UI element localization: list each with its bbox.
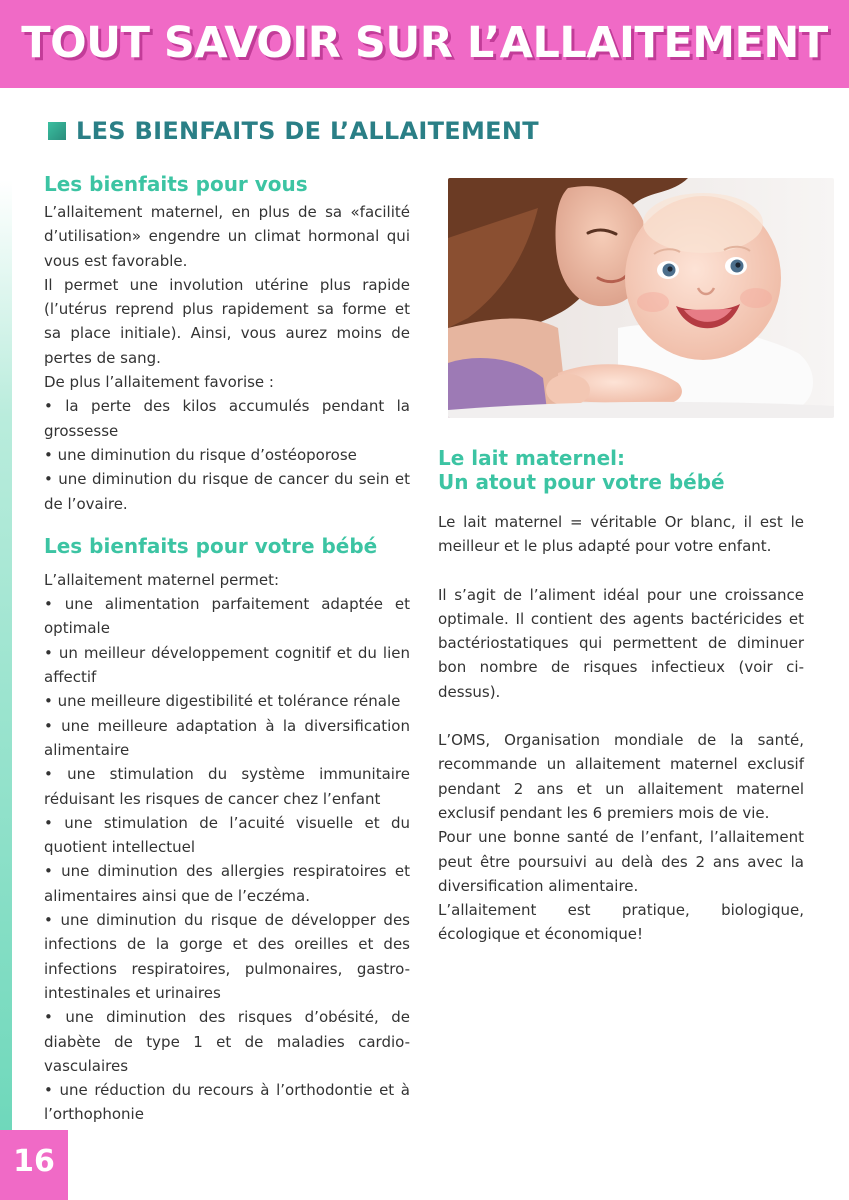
paragraph: De plus l’allaitement favorise :: [44, 373, 274, 392]
page-number-box: [0, 1130, 68, 1200]
section-title: [48, 116, 539, 146]
paragraph: L’allaitement est pratique, biologique, écologique et économique!: [438, 901, 804, 944]
page-number: 16: [13, 1144, 55, 1179]
list-item: • une diminution du risque de développer des infections de la gorge et des oreilles et des infections respiratoires, pulmonaires, gastro-intestinales et urinaires: [44, 911, 410, 1002]
list-item: • une stimulation de l’acuité visuelle et du quotient intellectuel: [44, 813, 410, 857]
list-item: • la perte des kilos accumulés pendant la grossesse: [44, 397, 410, 440]
heading-line-2: Un atout pour votre bébé: [438, 470, 725, 494]
paragraph: Il s’agit de l’aliment idéal pour une croissance optimale. Il contient des agents bactéricides et bactériostatiques qui permettent de diminuer bon nombre de risques infectieux (voir ci-dessus).: [438, 585, 804, 701]
left-column: [44, 172, 410, 1127]
list-item: • un meilleur développement cognitif et du lien affectif: [44, 643, 410, 687]
mother-baby-photo: [448, 178, 834, 418]
heading-line-1: Le lait maternel:: [438, 446, 625, 470]
list-item: • une diminution du risque d’ostéoporose: [44, 445, 357, 464]
square-bullet-icon: [48, 122, 66, 140]
right-column: [438, 446, 804, 947]
heading-benefits-for-you: Les bienfaits pour vous: [44, 172, 308, 196]
paragraph: Il permet une involution utérine plus rapide (l’utérus reprend plus rapidement sa forme et sa place initiale). Ainsi, vous aurez moins de pertes de sang.: [44, 275, 410, 367]
paragraph: L’allaitement maternel, en plus de sa «facilité d’utilisation» engendre un climat hormonal qui vous est favorable.: [44, 203, 410, 270]
list-item: • une diminution des allergies respiratoires et alimentaires ainsi que de l’eczéma.: [44, 862, 410, 905]
list-item: • une alimentation parfaitement adaptée et optimale: [44, 595, 410, 638]
heading-breast-milk: [438, 446, 804, 494]
page-header: [0, 0, 849, 88]
side-gradient-bar: [0, 180, 12, 1130]
list-item: • une meilleure adaptation à la diversification alimentaire: [44, 716, 410, 759]
heading-benefits-for-baby: Les bienfaits pour votre bébé: [44, 533, 378, 558]
paragraph: Le lait maternel = véritable Or blanc, il est le meilleur et le plus adapté pour votre enfant.: [438, 513, 804, 556]
paragraph: L’allaitement maternel permet:: [44, 570, 280, 589]
list-item: • une diminution des risques d’obésité, de diabète de type 1 et de maladies cardio-vasculaires: [44, 1008, 410, 1075]
list-item: • une stimulation du système immunitaire réduisant les risques de cancer chez l’enfant: [44, 765, 410, 808]
section-title-text: LES BIENFAITS DE L’ALLAITEMENT: [76, 117, 539, 145]
list-item: • une réduction du recours à l’orthodontie et à l’orthophonie: [44, 1081, 410, 1124]
list-item: • une diminution du risque de cancer du sein et de l’ovaire.: [44, 470, 410, 513]
paragraph: Pour une bonne santé de l’enfant, l’allaitement peut être poursuivi au delà des 2 ans avec la diversification alimentaire.: [438, 828, 804, 895]
list-item: • une meilleure digestibilité et tolérance rénale: [44, 692, 401, 711]
paragraph: L’OMS, Organisation mondiale de la santé, recommande un allaitement maternel exclusif pendant 2 ans et un allaitement maternel exclusif pendant les 6 premiers mois de vie.: [438, 731, 804, 822]
page-title: TOUT SAVOIR SUR L’ALLAITEMENT: [21, 18, 828, 68]
